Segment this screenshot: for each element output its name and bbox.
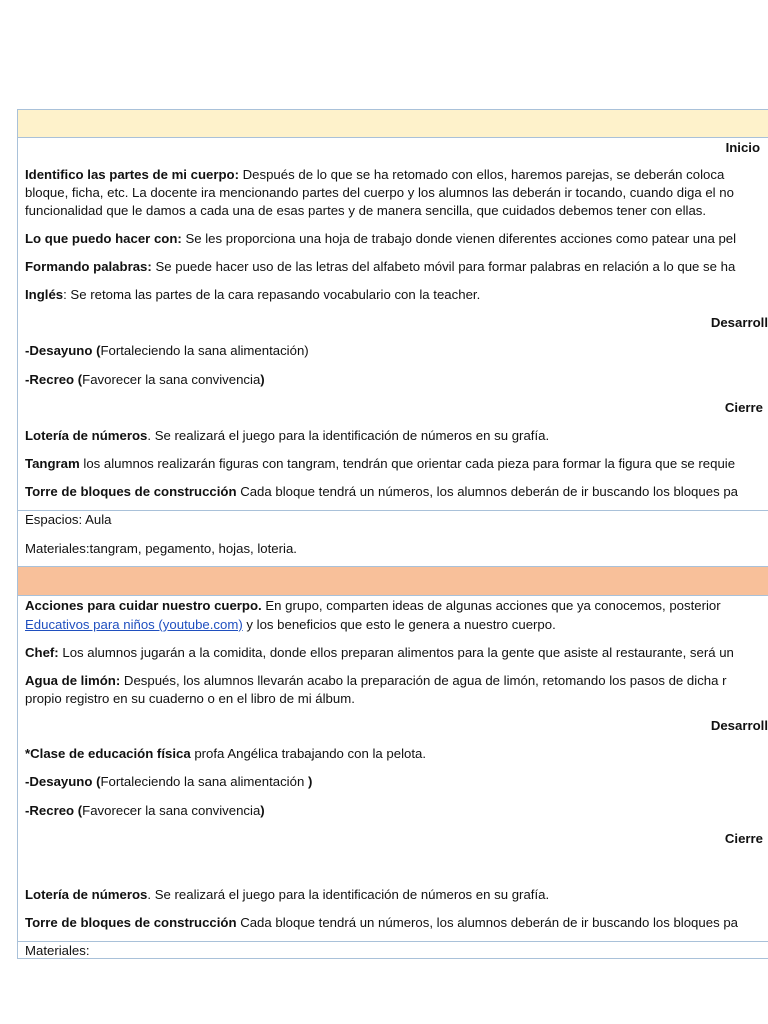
recreo-text-2: Favorecer la sana convivencia — [82, 803, 261, 818]
acciones-text: En grupo, comparten ideas de algunas acciones que ya conocemos, posterior — [261, 598, 721, 613]
agua-line — [25, 673, 727, 689]
paragraph-lo-que-puedo — [25, 231, 736, 247]
desayuno-close-2: ) — [307, 774, 313, 789]
recreo-close: ) — [260, 372, 265, 387]
agua-text: Después, los alumnos llevarán acabo la preparación de agua de limón, retomando los pasos de dicha r — [120, 673, 727, 688]
tangram-text: los alumnos realizarán figuras con tangram, tendrán que orientar cada pieza para formar la figura que se requie — [79, 456, 736, 471]
materiales-line-2: Materiales: — [25, 943, 90, 958]
torre-text-2: Cada bloque tendrá un números, los alumnos deberán de ir buscando los bloques pa — [236, 915, 738, 930]
loteria-text: . Se realizará el juego para la identificación de números en su grafía. — [147, 428, 550, 443]
youtube-link[interactable]: Educativos para niños (youtube.com) — [25, 617, 243, 632]
cierre-heading: Cierre — [724, 400, 763, 415]
day2-header-band — [18, 566, 768, 596]
recreo-text: Favorecer la sana convivencia — [82, 372, 261, 387]
clase-title: *Clase de educación física — [25, 746, 191, 761]
loteria-line — [25, 428, 549, 444]
loteria-title: Lotería de números — [25, 428, 148, 443]
partes-cuerpo-line2: bloque, ficha, etc. La docente ira mencionando partes del cuerpo y los alumnos las deberán ir tocando, cuando diga el no — [25, 185, 734, 200]
torre-line — [25, 484, 738, 500]
ingles-text: : Se retoma las partes de la cara repasando vocabulario con la teacher. — [63, 287, 481, 302]
cierre-heading-2: Cierre — [724, 831, 763, 846]
agua-title: Agua de limón: — [25, 673, 121, 688]
row-divider-2 — [18, 941, 768, 942]
desarrollo-heading-2: Desarroll — [710, 718, 768, 733]
partes-cuerpo-title: Identifico las partes de mi cuerpo: — [25, 167, 239, 182]
recreo-title-2: -Recreo ( — [25, 803, 83, 818]
desayuno-line — [25, 343, 309, 359]
desayuno-text: Fortaleciendo la sana alimentación) — [100, 343, 309, 358]
agua-line2: propio registro en su cuaderno o en el libro de mi álbum. — [25, 691, 355, 706]
tangram-title: Tangram — [25, 456, 80, 471]
torre-title: Torre de bloques de construcción — [25, 484, 237, 499]
paragraph-ingles — [25, 287, 480, 303]
loteria-text-2: . Se realizará el juego para la identificación de números en su grafía. — [147, 887, 550, 902]
paragraph-partes-cuerpo — [25, 167, 724, 183]
ingles-title: Inglés — [25, 287, 64, 302]
lo-que-puedo-title: Lo que puedo hacer con: — [25, 231, 182, 246]
planning-table — [17, 109, 768, 959]
espacios-line: Espacios: Aula — [25, 512, 112, 527]
desayuno-title: -Desayuno ( — [25, 343, 101, 358]
clase-text: profa Angélica trabajando con la pelota. — [190, 746, 427, 761]
formando-palabras-text: Se puede hacer uso de las letras del alfabeto móvil para formar palabras en relación a lo que se ha — [151, 259, 736, 274]
acciones-title: Acciones para cuidar nuestro cuerpo. — [25, 598, 262, 613]
tangram-line — [25, 456, 735, 472]
chef-line — [25, 645, 734, 661]
acciones-line — [25, 598, 721, 614]
loteria-title-2: Lotería de números — [25, 887, 148, 902]
recreo-line-2 — [25, 803, 265, 819]
desayuno-text-2: Fortaleciendo la sana alimentación — [100, 774, 308, 789]
partes-cuerpo-text: Después de lo que se ha retomado con ellos, haremos parejas, se deberán coloca — [238, 167, 725, 182]
desayuno-line-2 — [25, 774, 312, 790]
recreo-line — [25, 372, 265, 388]
chef-title: Chef: — [25, 645, 59, 660]
paragraph-formando-palabras — [25, 259, 735, 275]
day1-header-band — [18, 110, 768, 138]
materiales-line: Materiales:tangram, pegamento, hojas, loteria. — [25, 541, 297, 556]
row-divider — [18, 510, 768, 511]
desarrollo-heading: Desarroll — [710, 315, 768, 330]
recreo-title: -Recreo ( — [25, 372, 83, 387]
chef-text: Los alumnos jugarán a la comidita, donde ellos preparan alimentos para la gente que asiste al restaurante, será un — [58, 645, 734, 660]
clase-line — [25, 746, 426, 762]
inicio-heading: Inicio — [725, 140, 760, 155]
recreo-close-2: ) — [260, 803, 265, 818]
partes-cuerpo-line3: funcionalidad que le damos a cada una de esas partes y de manera sencilla, que cuidados debemos tener con ellas. — [25, 203, 707, 218]
desayuno-title-2: -Desayuno ( — [25, 774, 101, 789]
torre-title-2: Torre de bloques de construcción — [25, 915, 237, 930]
torre-text: Cada bloque tendrá un números, los alumnos deberán de ir buscando los bloques pa — [236, 484, 738, 499]
lo-que-puedo-text: Se les proporciona una hoja de trabajo donde vienen diferentes acciones como patear una pel — [181, 231, 737, 246]
acciones-text2: y los beneficios que esto le genera a nuestro cuerpo. — [242, 617, 556, 632]
torre-line-2 — [25, 915, 738, 931]
acciones-line2 — [25, 617, 556, 633]
formando-palabras-title: Formando palabras: — [25, 259, 152, 274]
loteria-line-2 — [25, 887, 549, 903]
